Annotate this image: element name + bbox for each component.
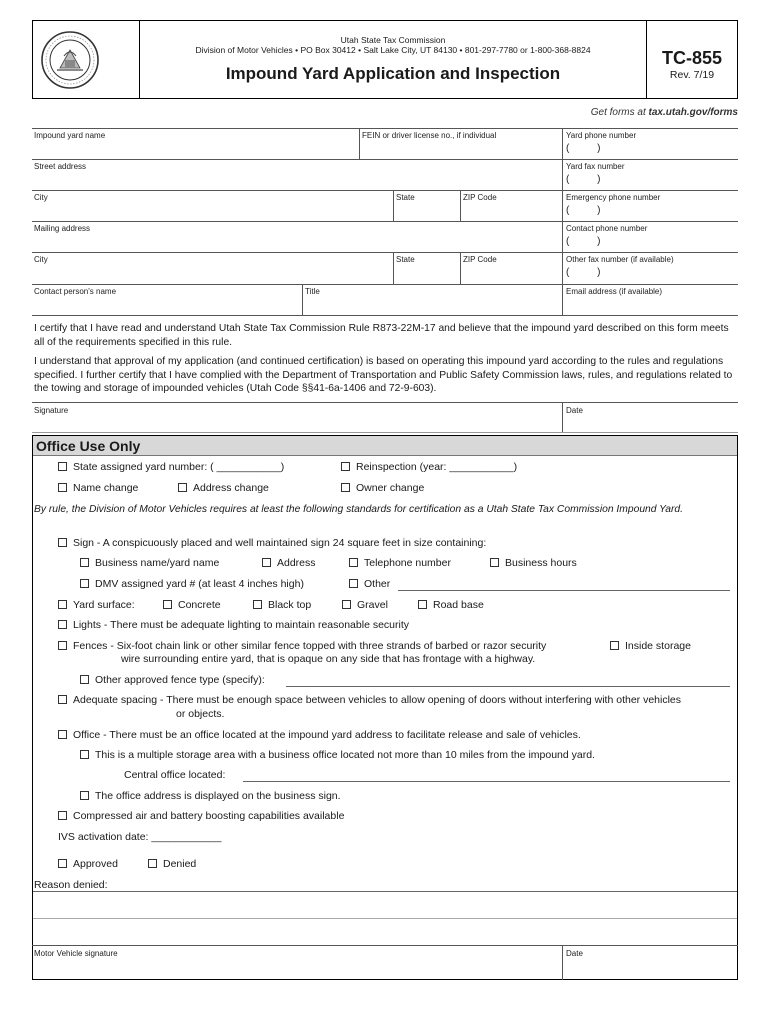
fences-line-2: wire surrounding entire yard, that is opaque on any side that has frontage with a highway. xyxy=(121,653,536,665)
sign-checkbox[interactable]: Sign - A conspicuously placed and well maintained sign 24 square feet in size containing: xyxy=(58,537,486,549)
sign-address-checkbox[interactable]: Address xyxy=(262,557,316,569)
reinspection-checkbox[interactable]: Reinspection (year: ___________) xyxy=(341,461,517,473)
concrete-checkbox[interactable]: Concrete xyxy=(163,599,221,611)
yard-surface-checkbox[interactable]: Yard surface: xyxy=(58,599,135,611)
sign-other-line[interactable] xyxy=(398,590,730,591)
road-base-checkbox[interactable]: Road base xyxy=(418,599,484,611)
name-change-checkbox[interactable]: Name change xyxy=(58,482,138,494)
denied-checkbox[interactable]: Denied xyxy=(148,858,196,870)
mailing-state-field[interactable]: State xyxy=(396,255,415,264)
signature-date-field[interactable]: Date xyxy=(566,406,583,415)
multiple-storage-checkbox[interactable]: This is a multiple storage area with a business office located not more than 10 miles from the impound yard. xyxy=(80,749,595,761)
mailing-zip-field[interactable]: ZIP Code xyxy=(463,255,497,264)
emergency-phone-field[interactable]: Emergency phone number xyxy=(566,193,661,202)
agency-address: Utah State Tax Commission Division of Motor Vehicles • PO Box 30412 • Salt Lake City, UT 84130 • 801-297-7780 or 1-800-368-8824 xyxy=(195,35,591,55)
form-title: Impound Yard Application and Inspection xyxy=(225,64,561,83)
compressed-air-checkbox[interactable]: Compressed air and battery boosting capabilities available xyxy=(58,810,344,822)
inside-storage-checkbox[interactable]: Inside storage xyxy=(610,640,691,652)
gravel-checkbox[interactable]: Gravel xyxy=(342,599,388,611)
standards-intro: By rule, the Division of Motor Vehicles requires at least the following standards for certification as a Utah State Tax Commission Impound Yard. xyxy=(34,504,684,515)
business-hours-checkbox[interactable]: Business hours xyxy=(490,557,577,569)
yard-name-field[interactable]: Impound yard name xyxy=(34,131,106,140)
mv-date-field[interactable]: Date xyxy=(566,949,583,958)
mailing-city-field[interactable]: City xyxy=(34,255,48,264)
fences-checkbox[interactable]: Fences - Six-foot chain link or other similar fence topped with three strands of barbed or razor security xyxy=(58,640,546,652)
yard-phone-field[interactable]: Yard phone number xyxy=(566,131,637,140)
contact-phone-field[interactable]: Contact phone number xyxy=(566,224,648,233)
state-yard-number-checkbox[interactable]: State assigned yard number: ( ___________) xyxy=(58,461,284,473)
state-seal-icon xyxy=(40,30,100,90)
other-fence-line[interactable] xyxy=(286,686,730,687)
reason-denied-label: Reason denied: xyxy=(34,879,108,891)
yard-phone-parens: ( ) xyxy=(566,143,601,154)
form-revision: Rev. 7/19 xyxy=(669,69,715,81)
certification-paragraph-1: I certify that I have read and understand Utah State Tax Commission Rule R873-22M-17 and believe that the impound yard described on this form meets all of the requirements specified in this rule. xyxy=(34,323,729,348)
black-top-checkbox[interactable]: Black top xyxy=(253,599,311,611)
office-displayed-checkbox[interactable]: The office address is displayed on the business sign. xyxy=(80,790,341,802)
sign-other-checkbox[interactable]: Other xyxy=(349,578,390,590)
other-fax-field[interactable]: Other fax number (if available) xyxy=(566,255,674,264)
fein-field[interactable]: FEIN or driver license no., if individual xyxy=(362,131,497,140)
contact-name-field[interactable]: Contact person's name xyxy=(34,287,117,296)
office-use-section xyxy=(32,435,738,980)
spacing-line-2: or objects. xyxy=(176,708,225,720)
yard-fax-field[interactable]: Yard fax number xyxy=(566,162,625,171)
telephone-checkbox[interactable]: Telephone number xyxy=(349,557,451,569)
contact-title-field[interactable]: Title xyxy=(305,287,320,296)
signature-field[interactable]: Signature xyxy=(34,406,69,415)
business-name-checkbox[interactable]: Business name/yard name xyxy=(80,557,219,569)
other-fence-checkbox[interactable]: Other approved fence type (specify): xyxy=(80,674,265,686)
emergency-phone-parens: ( ) xyxy=(566,205,601,216)
central-office-line[interactable] xyxy=(243,781,730,782)
yard-fax-parens: ( ) xyxy=(566,174,601,185)
forms-link[interactable]: tax.utah.gov/forms xyxy=(648,107,738,118)
zip-field[interactable]: ZIP Code xyxy=(463,193,497,202)
address-change-checkbox[interactable]: Address change xyxy=(178,482,269,494)
lights-checkbox[interactable]: Lights - There must be adequate lighting to maintain reasonable security xyxy=(58,619,409,631)
email-field[interactable]: Email address (if available) xyxy=(566,287,663,296)
office-use-title: Office Use Only xyxy=(36,438,141,454)
ivs-activation-date[interactable]: IVS activation date: ____________ xyxy=(58,831,222,843)
mailing-address-field[interactable]: Mailing address xyxy=(34,224,91,233)
certification-paragraph-2: I understand that approval of my application (and continued certification) is based on operating this impound yard according to the rules and regulations specified. I further certify that I have complied with the Department of Transportation and Public Safety Commission laws, rules, and regulations related to the towing and storage of impounded vehicles (Utah Code §§41-6a-1406 and 72-9-603). xyxy=(34,356,733,394)
office-checkbox[interactable]: Office - There must be an office located at the impound yard address to facilitate release and sale of vehicles. xyxy=(58,729,581,741)
form-id: TC-855 xyxy=(661,48,723,68)
reason-denied-line-1[interactable] xyxy=(33,891,737,892)
adequate-spacing-checkbox[interactable]: Adequate spacing - There must be enough space between vehicles to allow opening of doors without interfering with other vehicles xyxy=(58,694,681,706)
city-field[interactable]: City xyxy=(34,193,48,202)
street-address-field[interactable]: Street address xyxy=(34,162,87,171)
central-office-label: Central office located: xyxy=(124,769,226,781)
reason-denied-line-2[interactable] xyxy=(33,918,737,919)
approved-checkbox[interactable]: Approved xyxy=(58,858,118,870)
mv-signature-field[interactable]: Motor Vehicle signature xyxy=(34,949,118,958)
state-field[interactable]: State xyxy=(396,193,415,202)
get-forms-note: Get forms at tax.utah.gov/forms xyxy=(590,107,738,118)
other-fax-parens: ( ) xyxy=(566,267,601,278)
dmv-yard-checkbox[interactable]: DMV assigned yard # (at least 4 inches high) xyxy=(80,578,304,590)
contact-phone-parens: ( ) xyxy=(566,236,601,247)
owner-change-checkbox[interactable]: Owner change xyxy=(341,482,424,494)
